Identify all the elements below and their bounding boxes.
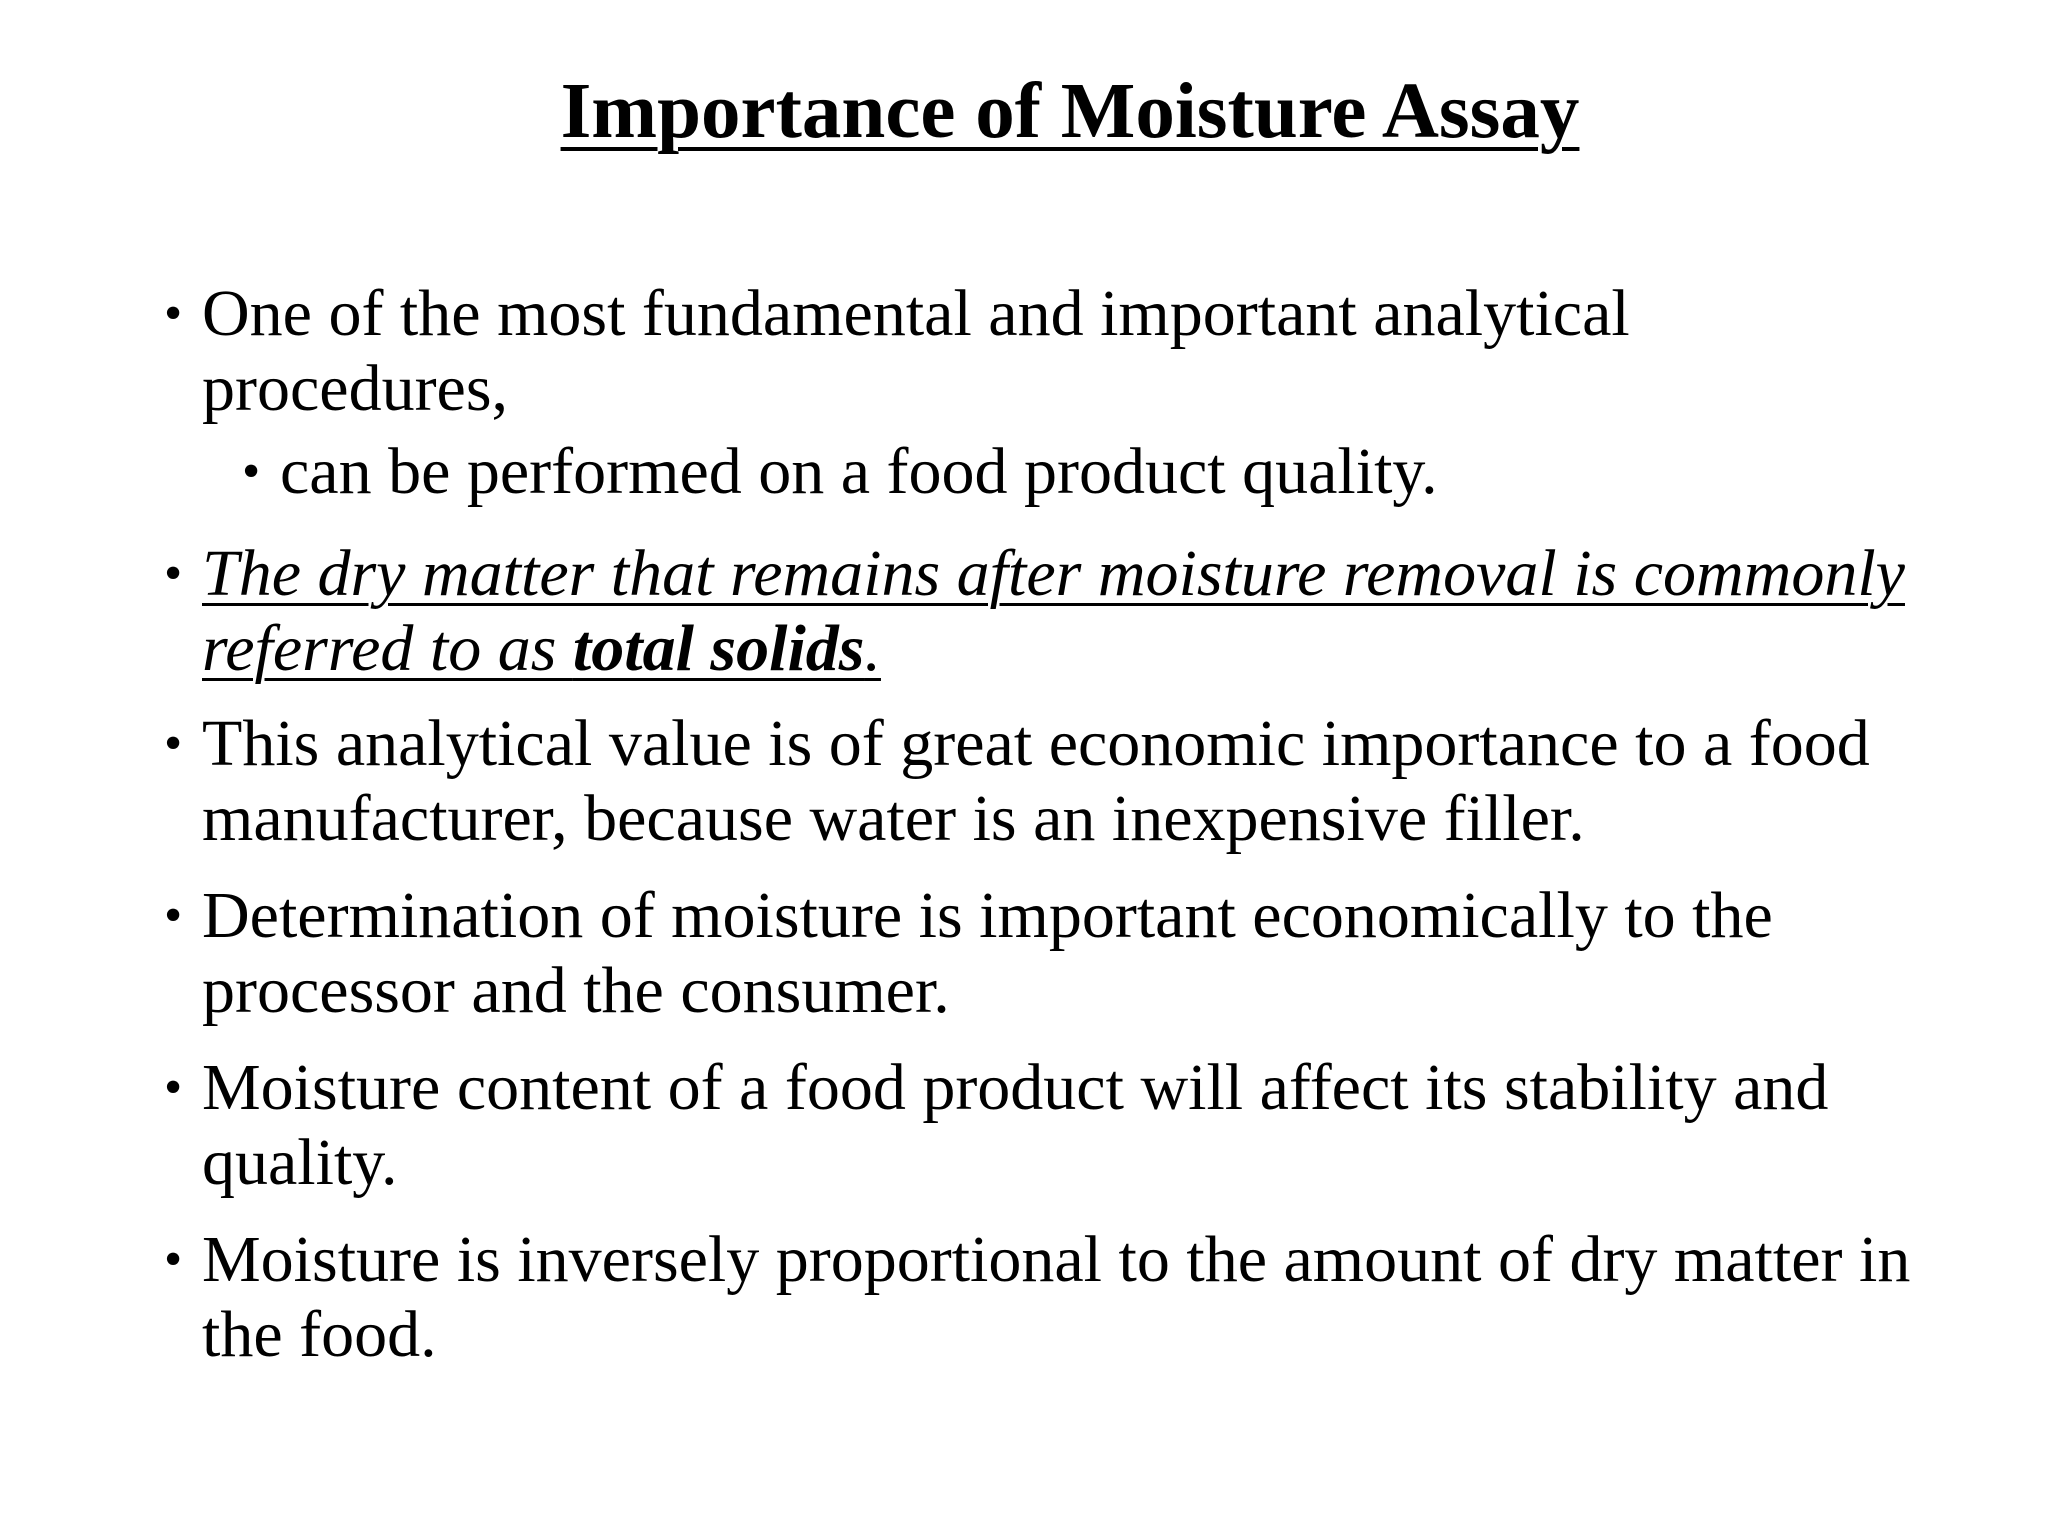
bullet-item bbox=[164, 276, 2002, 426]
bullet-text-prefix: referred to as bbox=[202, 612, 573, 685]
bullet-text-line: manufacturer, because water is an inexpensive filler. bbox=[202, 782, 1585, 855]
bullet-mark: • bbox=[164, 715, 183, 772]
bullet-item-emphasis bbox=[164, 536, 2002, 686]
bullet-text-line: Moisture content of a food product will affect its stability and bbox=[202, 1051, 1829, 1124]
slide-title: Importance of Moisture Assay bbox=[560, 68, 1580, 155]
bullet-mark: • bbox=[164, 1231, 183, 1288]
bullet-text-line: The dry matter that remains after moisture removal is commonly bbox=[202, 537, 1905, 610]
bullet-text-line: quality. bbox=[202, 1126, 398, 1199]
bullet-text-suffix: . bbox=[864, 612, 881, 685]
bullet-text-line: One of the most fundamental and important analytical bbox=[202, 277, 1630, 350]
bullet-mark: • bbox=[242, 443, 261, 500]
total-solids-term: total solids bbox=[572, 612, 865, 685]
bullet-mark: • bbox=[164, 887, 183, 944]
bullet-text-line: This analytical value is of great economic importance to a food bbox=[202, 707, 1870, 780]
sub-bullet-item bbox=[242, 434, 2048, 509]
bullet-text-line: can be performed on a food product quality. bbox=[280, 435, 1438, 508]
bullet-item bbox=[164, 706, 2002, 856]
bullet-text-line: the food. bbox=[202, 1298, 437, 1371]
bullet-item bbox=[164, 1222, 2002, 1372]
bullet-item bbox=[164, 1050, 2002, 1200]
bullet-text-line: procedures, bbox=[202, 352, 509, 425]
bullet-mark: • bbox=[164, 285, 183, 342]
bullet-text-line: Moisture is inversely proportional to the amount of dry matter in bbox=[202, 1223, 1911, 1296]
bullet-text-line: processor and the consumer. bbox=[202, 954, 950, 1027]
bullet-mark: • bbox=[164, 545, 183, 602]
bullet-text-line: Determination of moisture is important economically to the bbox=[202, 879, 1773, 952]
bullet-item bbox=[164, 878, 2002, 1028]
bullet-mark: • bbox=[164, 1059, 183, 1116]
